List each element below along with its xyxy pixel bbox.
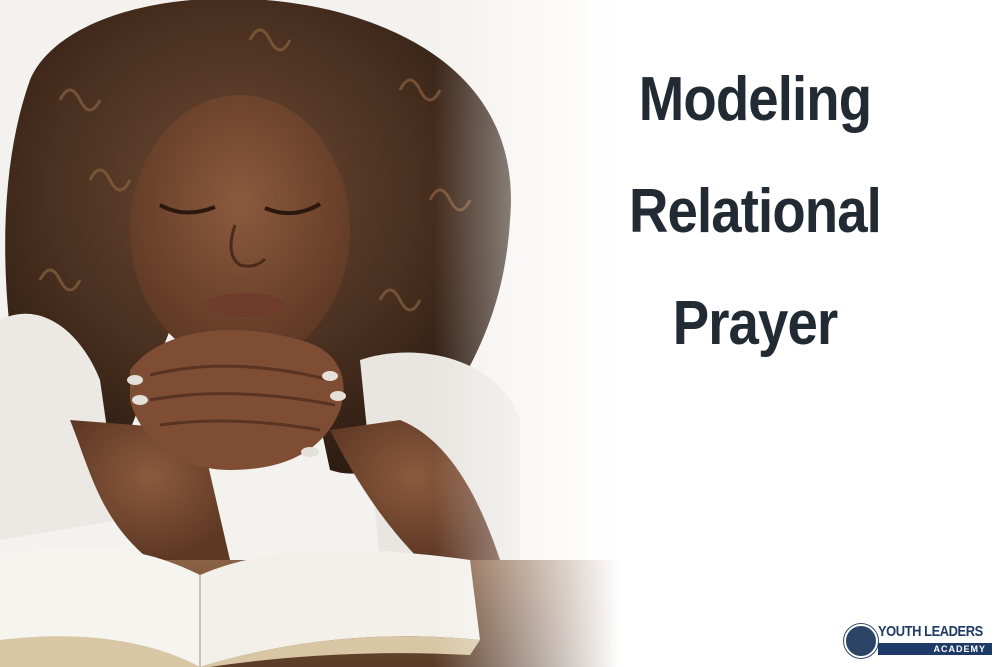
title-line-3: Prayer bbox=[672, 289, 838, 358]
youth-leaders-academy-logo bbox=[844, 622, 992, 660]
logo-name-top: YOUTH LEADERS bbox=[878, 623, 983, 640]
title-line-2: Relational bbox=[629, 177, 881, 246]
page-title bbox=[583, 60, 926, 396]
title-line-1: Modeling bbox=[638, 65, 872, 134]
logo-name-bottom: ACADEMY bbox=[878, 643, 992, 655]
logo-badge-icon bbox=[844, 624, 878, 658]
